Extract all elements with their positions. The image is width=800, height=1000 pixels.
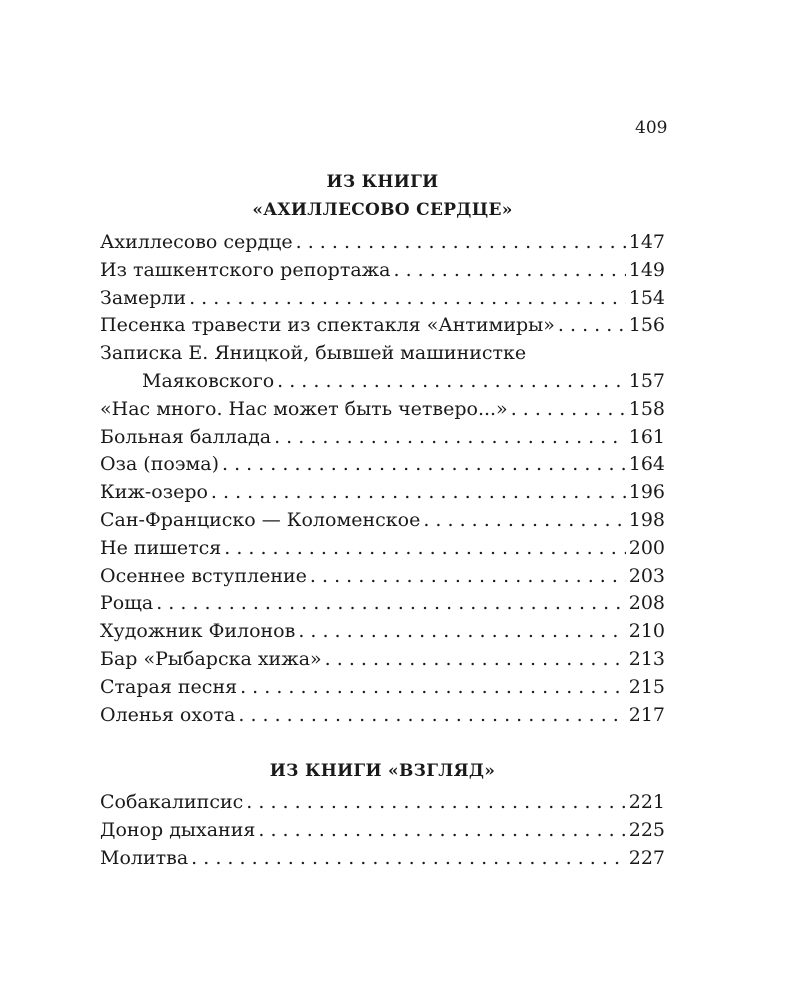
toc-entry[interactable] bbox=[100, 535, 665, 563]
toc-entry[interactable] bbox=[100, 590, 665, 618]
toc-entry[interactable] bbox=[100, 285, 665, 313]
dot-leader bbox=[423, 507, 625, 535]
toc-entry-title: «Нас много. Нас может быть четверо...» bbox=[100, 397, 508, 420]
toc-entry-title: Молитва bbox=[100, 846, 189, 869]
dot-leader bbox=[224, 535, 626, 563]
toc-entry-title: Не пишется bbox=[100, 536, 222, 559]
toc-entry-page: 154 bbox=[628, 286, 665, 309]
toc-entry-page: 198 bbox=[628, 508, 665, 531]
section-heading-line: ИЗ КНИГИ bbox=[326, 172, 439, 192]
toc-entry-page: 158 bbox=[628, 397, 665, 420]
toc-entry-title: Из ташкентского репортажа bbox=[100, 258, 391, 281]
toc-entry[interactable] bbox=[100, 479, 665, 507]
toc-entry-title-line1[interactable]: Записка Е. Яницкой, бывшей машинистке bbox=[100, 342, 527, 365]
toc-entry-page: 210 bbox=[628, 620, 665, 643]
dot-leader bbox=[246, 789, 625, 817]
toc-entry-page: 156 bbox=[628, 314, 665, 337]
dot-leader bbox=[310, 563, 626, 591]
toc-entry[interactable] bbox=[100, 396, 665, 424]
toc-entry[interactable] bbox=[100, 702, 665, 730]
section-heading-line: ИЗ КНИГИ «ВЗГЛЯД» bbox=[269, 761, 496, 781]
toc-entry-page: 221 bbox=[628, 791, 665, 813]
toc-entry[interactable] bbox=[100, 368, 665, 396]
toc-entry-title: Ахиллесово сердце bbox=[100, 231, 293, 253]
section-heading-akhillesovo bbox=[100, 168, 665, 224]
toc-list-vzglyad bbox=[100, 789, 665, 872]
toc-entry[interactable] bbox=[100, 817, 665, 845]
dot-leader bbox=[277, 368, 626, 396]
toc-entry[interactable] bbox=[100, 257, 665, 285]
section-heading-line: «АХИЛЛЕСОВО СЕРДЦЕ» bbox=[252, 200, 513, 220]
toc-entry[interactable] bbox=[100, 229, 665, 257]
toc-entry-page: 208 bbox=[628, 592, 665, 615]
toc-entry-page: 215 bbox=[628, 675, 665, 698]
toc-entry-title: Киж-озеро bbox=[100, 481, 208, 504]
toc-entry-title: Оза (поэма) bbox=[100, 453, 219, 476]
toc-entry-title: Оленья охота bbox=[100, 703, 236, 726]
toc-entry-page: 147 bbox=[628, 231, 665, 253]
toc-entry-title: Бар «Рыбарска хижа» bbox=[100, 647, 322, 670]
toc-entry[interactable] bbox=[100, 563, 665, 591]
toc-list-akhillesovo bbox=[100, 229, 665, 729]
dot-leader bbox=[393, 257, 625, 285]
toc-entry-page: 225 bbox=[628, 818, 665, 841]
toc-entry-page: 164 bbox=[628, 453, 665, 476]
dot-leader bbox=[296, 229, 626, 257]
toc-entry[interactable] bbox=[100, 424, 665, 452]
page-number: 409 bbox=[635, 118, 668, 138]
dot-leader bbox=[558, 312, 626, 340]
toc-entry[interactable] bbox=[100, 646, 665, 674]
toc-entry-title: Замерли bbox=[100, 286, 187, 309]
toc-entry-title: Собакалипсис bbox=[100, 791, 244, 813]
toc-entry-title: Песенка травести из спектакля «Антимиры» bbox=[100, 314, 555, 337]
toc-entry[interactable] bbox=[100, 451, 665, 479]
toc-entry-page: 149 bbox=[628, 258, 665, 281]
dot-leader bbox=[222, 451, 626, 479]
dot-leader bbox=[258, 817, 625, 845]
dot-leader bbox=[191, 845, 626, 873]
dot-leader bbox=[298, 618, 625, 646]
toc-entry[interactable] bbox=[100, 507, 665, 535]
toc-entry-title: Маяковского bbox=[142, 369, 275, 392]
toc-entry-page: 203 bbox=[628, 564, 665, 587]
toc-entry-title: Роща bbox=[100, 592, 154, 615]
toc-entry[interactable] bbox=[100, 845, 665, 873]
dot-leader bbox=[325, 646, 626, 674]
dot-leader bbox=[211, 479, 626, 507]
toc-entry-page: 217 bbox=[628, 703, 665, 726]
toc-entry-page: 157 bbox=[628, 369, 665, 392]
toc-entry-title: Донор дыхания bbox=[100, 818, 256, 841]
toc-entry-title: Больная баллада bbox=[100, 425, 272, 448]
toc-entry-title: Старая песня bbox=[100, 675, 238, 698]
toc-entry-page: 227 bbox=[628, 846, 665, 869]
dot-leader bbox=[240, 674, 626, 702]
dot-leader bbox=[511, 396, 626, 424]
dot-leader bbox=[274, 424, 626, 452]
toc-entry[interactable] bbox=[100, 618, 665, 646]
toc-entry-title: Сан-Франциско — Коломенское bbox=[100, 508, 421, 531]
toc-entry-page: 196 bbox=[628, 481, 665, 504]
dot-leader bbox=[238, 702, 625, 730]
toc-entry[interactable] bbox=[100, 674, 665, 702]
dot-leader bbox=[189, 285, 626, 313]
toc-entry-page: 200 bbox=[628, 536, 665, 559]
section-heading-vzglyad bbox=[100, 757, 665, 785]
toc-entry-page: 161 bbox=[628, 425, 665, 448]
toc-entry[interactable] bbox=[100, 789, 665, 817]
toc-entry[interactable] bbox=[100, 312, 665, 340]
toc-entry-title: Осеннее вступление bbox=[100, 564, 307, 587]
dot-leader bbox=[156, 590, 626, 618]
toc-entry-page: 213 bbox=[628, 647, 665, 670]
toc-entry-title: Художник Филонов bbox=[100, 620, 296, 643]
